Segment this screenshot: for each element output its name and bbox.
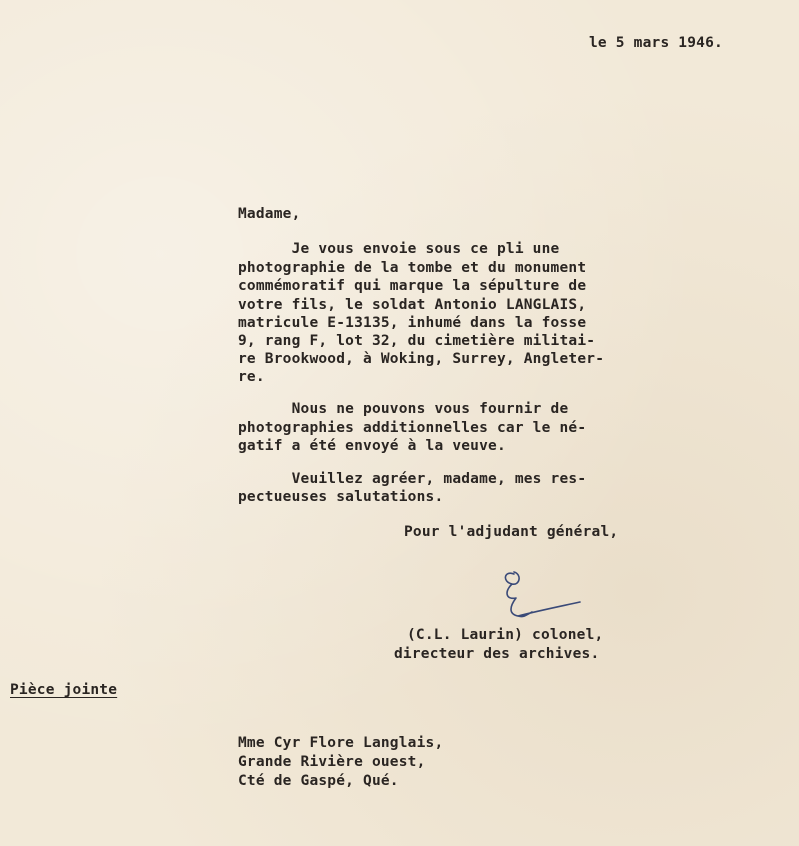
salutation: Madame, [238,206,301,222]
enclosure-note: Pièce jointe [10,682,118,698]
paragraph2-line: photographies additionnelles car le né- [238,420,587,436]
paragraph1-line: re. [238,369,265,385]
address-line: Mme Cyr Flore Langlais, [238,735,444,751]
address-line: Grande Rivière ouest, [238,754,426,770]
paragraph1-line: photographie de la tombe et du monument [238,260,587,276]
paragraph1-line: Je vous envoie sous ce pli une [238,241,560,257]
signer-name: (C.L. Laurin) colonel, [407,627,604,643]
paragraph1-line: commémoratif qui marque la sépulture de [238,278,587,294]
paragraph1-line: 9, rang F, lot 32, du cimetière militai- [238,333,596,349]
paragraph2-line: gatif a été envoyé à la veuve. [238,438,506,454]
paragraph1-line: votre fils, le soldat Antonio LANGLAIS, [238,297,587,313]
signer-title: directeur des archives. [394,646,600,662]
closing-line: Pour l'adjudant général, [404,524,619,540]
address-line: Cté de Gaspé, Qué. [238,773,399,789]
paragraph1-line: matricule E-13135, inhumé dans la fosse [238,315,587,331]
handwritten-signature [492,562,592,632]
paragraph3-line: pectueuses salutations. [238,489,444,505]
letter-date: le 5 mars 1946. [589,35,723,51]
paragraph1-line: re Brookwood, à Woking, Surrey, Angleter- [238,351,605,367]
paragraph3-line: Veuillez agréer, madame, mes res- [238,471,587,487]
paragraph2-line: Nous ne pouvons vous fournir de [238,401,569,417]
